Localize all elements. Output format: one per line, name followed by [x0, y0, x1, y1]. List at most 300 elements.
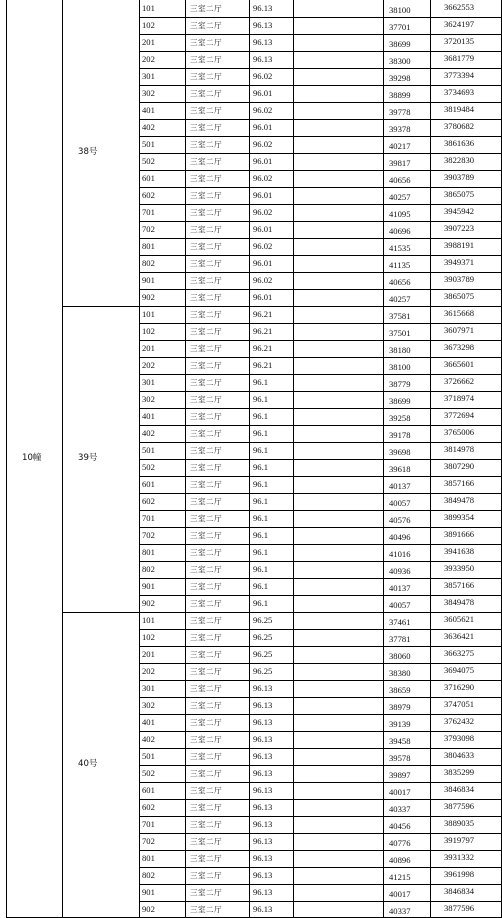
total-price: 3822830 [444, 155, 475, 165]
total-price: 3857166 [444, 478, 475, 488]
unit-price: 40137 [389, 583, 411, 593]
layout-type: 三室二厅 [190, 854, 222, 863]
area: 96.01 [253, 258, 273, 268]
area: 96.1 [253, 394, 269, 404]
total-price: 3780682 [444, 121, 475, 131]
layout-type: 三室二厅 [190, 72, 222, 81]
row-rule [139, 578, 501, 579]
unit-price: 40936 [389, 566, 411, 576]
total-price: 3907223 [444, 223, 475, 233]
layout-type: 三室二厅 [190, 21, 222, 30]
unit-price: 38100 [389, 5, 411, 15]
room-number: 102 [142, 20, 155, 30]
room-number: 301 [142, 683, 155, 693]
room-number: 601 [142, 785, 155, 795]
layout-type: 三室二厅 [190, 378, 222, 387]
room-number: 502 [142, 462, 155, 472]
unit-price: 41095 [389, 209, 411, 219]
row-rule [139, 102, 501, 103]
room-number: 101 [142, 615, 155, 625]
total-price: 3949371 [444, 257, 475, 267]
room-number: 902 [142, 904, 155, 914]
unit-price: 39298 [389, 73, 411, 83]
layout-type: 三室二厅 [190, 701, 222, 710]
layout-type: 三室二厅 [190, 225, 222, 234]
row-rule [139, 901, 501, 902]
room-number: 501 [142, 139, 155, 149]
unit-price: 38779 [389, 379, 411, 389]
layout-type: 三室二厅 [190, 327, 222, 336]
layout-type: 三室二厅 [190, 684, 222, 693]
area: 96.13 [253, 3, 273, 13]
room-number: 202 [142, 666, 155, 676]
room-number: 801 [142, 547, 155, 557]
area: 96.02 [253, 105, 273, 115]
unit-price: 40137 [389, 481, 411, 491]
unit-price: 40017 [389, 787, 411, 797]
row-rule [139, 357, 501, 358]
room-number: 201 [142, 37, 155, 47]
room-number: 802 [142, 870, 155, 880]
layout-type: 三室二厅 [190, 582, 222, 591]
row-rule [139, 187, 501, 188]
unit-price: 40257 [389, 192, 411, 202]
layout-type: 三室二厅 [190, 89, 222, 98]
layout-type: 三室二厅 [190, 752, 222, 761]
total-price: 3624197 [444, 19, 475, 29]
area: 96.1 [253, 445, 269, 455]
area: 96.1 [253, 598, 269, 608]
total-price: 3988191 [444, 240, 475, 250]
room-number: 502 [142, 768, 155, 778]
layout-type: 三室二厅 [190, 242, 222, 251]
row-rule [139, 544, 501, 545]
layout-type: 三室二厅 [190, 616, 222, 625]
unit-price: 41535 [389, 243, 411, 253]
unit-price: 39378 [389, 124, 411, 134]
total-price: 3933950 [444, 563, 475, 573]
total-price: 3726662 [444, 376, 475, 386]
row-rule [139, 765, 501, 766]
room-number: 202 [142, 360, 155, 370]
unit-price: 39139 [389, 719, 411, 729]
room-number: 501 [142, 751, 155, 761]
room-number: 902 [142, 292, 155, 302]
layout-type: 三室二厅 [190, 497, 222, 506]
row-rule [139, 714, 501, 715]
layout-type: 三室二厅 [190, 667, 222, 676]
row-rule [139, 442, 501, 443]
area: 96.13 [253, 54, 273, 64]
total-price: 3615668 [444, 308, 475, 318]
total-price: 3814978 [444, 444, 475, 454]
total-price: 3861636 [444, 138, 475, 148]
room-number: 401 [142, 105, 155, 115]
row-rule [139, 663, 501, 664]
row-rule [139, 119, 501, 120]
room-number: 902 [142, 598, 155, 608]
row-rule [139, 221, 501, 222]
total-price: 3857166 [444, 580, 475, 590]
room-number: 402 [142, 428, 155, 438]
layout-type: 三室二厅 [190, 446, 222, 455]
row-rule [139, 782, 501, 783]
total-price: 3877596 [444, 903, 475, 913]
total-price: 3865075 [444, 189, 475, 199]
row-rule [139, 340, 501, 341]
room-number: 602 [142, 802, 155, 812]
unit-price: 41016 [389, 549, 411, 559]
room-number: 701 [142, 207, 155, 217]
layout-type: 三室二厅 [190, 837, 222, 846]
total-price: 3945942 [444, 206, 475, 216]
row-rule [139, 425, 501, 426]
area: 96.21 [253, 343, 273, 353]
layout-type: 三室二厅 [190, 395, 222, 404]
layout-type: 三室二厅 [190, 123, 222, 132]
layout-type: 三室二厅 [190, 769, 222, 778]
room-number: 502 [142, 156, 155, 166]
area: 96.13 [253, 904, 273, 914]
room-number: 801 [142, 853, 155, 863]
layout-type: 三室二厅 [190, 599, 222, 608]
total-price: 3716290 [444, 682, 475, 692]
area: 96.1 [253, 564, 269, 574]
unit-price: 39578 [389, 753, 411, 763]
area: 96.13 [253, 751, 273, 761]
total-price: 3734693 [444, 87, 475, 97]
unit-label: 38号 [78, 147, 98, 157]
column-rule [62, 0, 63, 918]
total-price: 3694075 [444, 665, 475, 675]
area: 96.13 [253, 819, 273, 829]
unit-price: 38699 [389, 396, 411, 406]
room-number: 901 [142, 275, 155, 285]
total-price: 3636421 [444, 631, 475, 641]
room-number: 102 [142, 632, 155, 642]
unit-price: 40656 [389, 175, 411, 185]
row-rule [139, 629, 501, 630]
total-price: 3662553 [444, 2, 475, 12]
layout-type: 三室二厅 [190, 276, 222, 285]
area: 96.1 [253, 462, 269, 472]
layout-type: 三室二厅 [190, 480, 222, 489]
row-rule [139, 748, 501, 749]
room-number: 402 [142, 734, 155, 744]
room-number: 702 [142, 224, 155, 234]
room-number: 801 [142, 241, 155, 251]
unit-price: 37461 [389, 617, 411, 627]
total-price: 3793098 [444, 733, 475, 743]
area: 96.01 [253, 156, 273, 166]
group-divider [62, 306, 501, 307]
row-rule [139, 527, 501, 528]
row-rule [139, 17, 501, 18]
unit-price: 38060 [389, 651, 411, 661]
room-number: 802 [142, 258, 155, 268]
layout-type: 三室二厅 [190, 38, 222, 47]
row-rule [139, 204, 501, 205]
unit-price: 38300 [389, 56, 411, 66]
area: 96.02 [253, 173, 273, 183]
row-rule [139, 255, 501, 256]
unit-price: 40217 [389, 141, 411, 151]
total-price: 3765006 [444, 427, 475, 437]
layout-type: 三室二厅 [190, 463, 222, 472]
area: 96.13 [253, 717, 273, 727]
layout-type: 三室二厅 [190, 4, 222, 13]
row-rule [139, 731, 501, 732]
layout-type: 三室二厅 [190, 888, 222, 897]
room-number: 101 [142, 309, 155, 319]
layout-type: 三室二厅 [190, 548, 222, 557]
unit-price: 37701 [389, 22, 411, 32]
room-number: 601 [142, 479, 155, 489]
layout-type: 三室二厅 [190, 905, 222, 914]
row-rule [139, 833, 501, 834]
unit-price: 40456 [389, 821, 411, 831]
unit-price: 41215 [389, 872, 411, 882]
layout-type: 三室二厅 [190, 633, 222, 642]
layout-type: 三室二厅 [190, 361, 222, 370]
total-price: 3931332 [444, 852, 475, 862]
row-rule [139, 374, 501, 375]
layout-type: 三室二厅 [190, 718, 222, 727]
group-divider [62, 612, 501, 613]
unit-price: 38659 [389, 685, 411, 695]
total-price: 3762432 [444, 716, 475, 726]
total-price: 3877596 [444, 801, 475, 811]
unit-price: 39817 [389, 158, 411, 168]
row-rule [139, 51, 501, 52]
unit-price: 40896 [389, 855, 411, 865]
total-price: 3718974 [444, 393, 475, 403]
row-rule [139, 646, 501, 647]
room-number: 601 [142, 173, 155, 183]
layout-type: 三室二厅 [190, 293, 222, 302]
total-price: 3747051 [444, 699, 475, 709]
area: 96.21 [253, 326, 273, 336]
unit-price: 38100 [389, 362, 411, 372]
layout-type: 三室二厅 [190, 310, 222, 319]
row-rule [139, 595, 501, 596]
row-rule [139, 459, 501, 460]
area: 96.1 [253, 479, 269, 489]
row-rule [139, 510, 501, 511]
room-number: 402 [142, 122, 155, 132]
row-rule [139, 238, 501, 239]
unit-price: 38979 [389, 702, 411, 712]
total-price: 3846834 [444, 886, 475, 896]
unit-price: 39778 [389, 107, 411, 117]
row-rule [139, 408, 501, 409]
layout-type: 三室二厅 [190, 735, 222, 744]
room-number: 901 [142, 887, 155, 897]
row-rule [139, 272, 501, 273]
area: 96.1 [253, 496, 269, 506]
unit-price: 40017 [389, 889, 411, 899]
total-price: 3804633 [444, 750, 475, 760]
unit-price: 40057 [389, 498, 411, 508]
room-number: 202 [142, 54, 155, 64]
room-number: 301 [142, 71, 155, 81]
area: 96.1 [253, 581, 269, 591]
column-rule [6, 0, 7, 918]
room-number: 301 [142, 377, 155, 387]
area: 96.1 [253, 530, 269, 540]
layout-type: 三室二厅 [190, 174, 222, 183]
unit-price: 40257 [389, 294, 411, 304]
area: 96.01 [253, 88, 273, 98]
area: 96.13 [253, 20, 273, 30]
row-rule [139, 289, 501, 290]
area: 96.13 [253, 785, 273, 795]
row-rule [139, 867, 501, 868]
room-number: 201 [142, 649, 155, 659]
room-number: 702 [142, 836, 155, 846]
layout-type: 三室二厅 [190, 871, 222, 880]
unit-price: 38380 [389, 668, 411, 678]
layout-type: 三室二厅 [190, 106, 222, 115]
total-price: 3673298 [444, 342, 475, 352]
total-price: 3849478 [444, 597, 475, 607]
unit-price: 39258 [389, 413, 411, 423]
area: 96.01 [253, 190, 273, 200]
row-rule [139, 884, 501, 885]
room-number: 102 [142, 326, 155, 336]
layout-type: 三室二厅 [190, 531, 222, 540]
row-rule [139, 697, 501, 698]
room-number: 401 [142, 717, 155, 727]
unit-price: 39178 [389, 430, 411, 440]
row-rule [139, 680, 501, 681]
room-number: 302 [142, 700, 155, 710]
area: 96.1 [253, 377, 269, 387]
row-rule [139, 799, 501, 800]
layout-type: 三室二厅 [190, 565, 222, 574]
unit-label: 40号 [78, 759, 98, 769]
unit-price: 40656 [389, 277, 411, 287]
area: 96.1 [253, 428, 269, 438]
area: 96.25 [253, 615, 273, 625]
area: 96.01 [253, 292, 273, 302]
row-rule [139, 85, 501, 86]
layout-type: 三室二厅 [190, 429, 222, 438]
row-rule [139, 153, 501, 154]
total-price: 3919797 [444, 835, 475, 845]
room-number: 702 [142, 530, 155, 540]
total-price: 3772694 [444, 410, 475, 420]
row-rule [139, 34, 501, 35]
area: 96.02 [253, 241, 273, 251]
total-price: 3865075 [444, 291, 475, 301]
total-price: 3807290 [444, 461, 475, 471]
total-price: 3903789 [444, 274, 475, 284]
room-number: 401 [142, 411, 155, 421]
total-price: 3961998 [444, 869, 475, 879]
area: 96.13 [253, 802, 273, 812]
unit-price: 38899 [389, 90, 411, 100]
area: 96.25 [253, 632, 273, 642]
unit-price: 37781 [389, 634, 411, 644]
total-price: 3899354 [444, 512, 475, 522]
unit-price: 37501 [389, 328, 411, 338]
layout-type: 三室二厅 [190, 191, 222, 200]
unit-price: 38699 [389, 39, 411, 49]
room-number: 701 [142, 513, 155, 523]
room-number: 602 [142, 190, 155, 200]
room-number: 701 [142, 819, 155, 829]
total-price: 3663275 [444, 648, 475, 658]
room-number: 302 [142, 88, 155, 98]
area: 96.1 [253, 547, 269, 557]
layout-type: 三室二厅 [190, 157, 222, 166]
layout-type: 三室二厅 [190, 259, 222, 268]
area: 96.02 [253, 207, 273, 217]
total-price: 3891666 [444, 529, 475, 539]
area: 96.13 [253, 700, 273, 710]
unit-price: 40696 [389, 226, 411, 236]
unit-price: 39897 [389, 770, 411, 780]
unit-price: 41135 [389, 260, 411, 270]
area: 96.13 [253, 887, 273, 897]
area: 96.02 [253, 275, 273, 285]
row-rule [139, 816, 501, 817]
total-price: 3835299 [444, 767, 475, 777]
unit-price: 39698 [389, 447, 411, 457]
area: 96.21 [253, 309, 273, 319]
area: 96.02 [253, 71, 273, 81]
total-price: 3665601 [444, 359, 475, 369]
total-price: 3605621 [444, 614, 475, 624]
area: 96.21 [253, 360, 273, 370]
area: 96.1 [253, 411, 269, 421]
area: 96.13 [253, 870, 273, 880]
total-price: 3846834 [444, 784, 475, 794]
row-rule [139, 136, 501, 137]
area: 96.13 [253, 683, 273, 693]
room-number: 501 [142, 445, 155, 455]
layout-type: 三室二厅 [190, 344, 222, 353]
row-rule [139, 170, 501, 171]
room-number: 302 [142, 394, 155, 404]
area: 96.13 [253, 37, 273, 47]
row-rule [139, 561, 501, 562]
room-number: 201 [142, 343, 155, 353]
unit-price: 37581 [389, 311, 411, 321]
layout-type: 三室二厅 [190, 650, 222, 659]
total-price: 3819484 [444, 104, 475, 114]
total-price: 3773394 [444, 70, 475, 80]
area: 96.13 [253, 734, 273, 744]
row-rule [139, 493, 501, 494]
unit-price: 40496 [389, 532, 411, 542]
row-rule [139, 850, 501, 851]
total-price: 3681779 [444, 53, 475, 63]
unit-price: 39618 [389, 464, 411, 474]
layout-type: 三室二厅 [190, 786, 222, 795]
area: 96.13 [253, 836, 273, 846]
layout-type: 三室二厅 [190, 55, 222, 64]
row-rule [139, 476, 501, 477]
unit-price: 38180 [389, 345, 411, 355]
unit-price: 40337 [389, 906, 411, 916]
unit-price: 40576 [389, 515, 411, 525]
total-price: 3849478 [444, 495, 475, 505]
row-rule [139, 68, 501, 69]
building-label: 10幢 [22, 453, 42, 463]
unit-label: 39号 [78, 453, 98, 463]
